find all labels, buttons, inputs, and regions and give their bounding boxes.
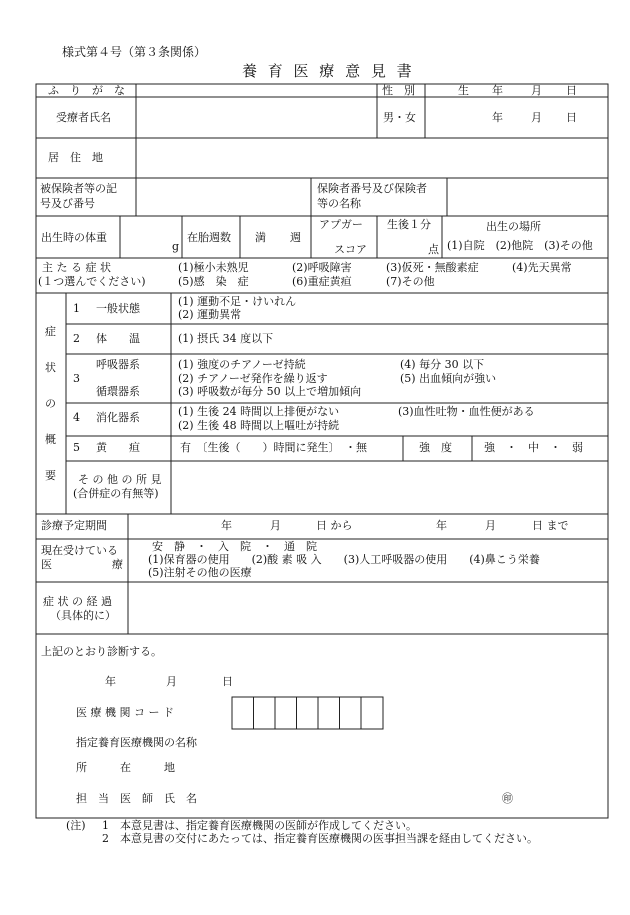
current-treatment-label-2a: 医	[41, 558, 52, 571]
patient-name-label: 受療者氏名	[56, 111, 111, 124]
symptom-1-number: 1	[73, 302, 80, 315]
symptom-4-line-1a[interactable]: (1) 生後 24 時間以上排便がない	[178, 405, 340, 418]
furigana-label: ふ り が な	[48, 84, 125, 97]
section-label-char-5: 要	[45, 469, 56, 482]
note-2-text: 本意見書の交付にあたっては、指定養育医療機関の医事担当課を経由してください。	[120, 832, 538, 845]
location-label: 所 在 地	[76, 761, 175, 774]
form-number: 様式第４号（第３条関係）	[62, 45, 207, 59]
symptom-2-line-1[interactable]: (1) 摂氏 34 度以下	[178, 332, 274, 345]
symptom-1-line-2[interactable]: (2) 運動異常	[178, 308, 242, 321]
birth-header-label: 生	[458, 84, 469, 97]
note-1-text: 本意見書は、指定養育医療機関の医師が作成してください。	[120, 819, 417, 832]
apgar-label-2: スコア	[334, 243, 367, 256]
section-label-char-3: の	[45, 397, 56, 410]
section-label-char-4: 概	[45, 433, 56, 446]
schedule-month-2: 月	[485, 519, 496, 532]
symptom-1-line-1[interactable]: (1) 運動不足・けいれん	[178, 295, 297, 308]
current-treatment-label-1: 現在受けている	[41, 544, 118, 557]
symptom-option-6[interactable]: (6)重症黄疸	[292, 275, 352, 288]
schedule-year-1: 年	[221, 519, 232, 532]
gender-options[interactable]: 男・女	[383, 111, 416, 124]
document-title: 養 育 医 療 意 見 書	[242, 62, 415, 80]
birthplace-options[interactable]: (1)自院 (2)他院 (3)その他	[447, 239, 593, 252]
symptom-option-7[interactable]: (7)その他	[386, 275, 435, 288]
full-term-label: 満	[255, 231, 266, 244]
symptom-4-line-1b[interactable]: (3)血性吐物・血性便がある	[398, 405, 535, 418]
diagnosis-year: 年	[105, 675, 116, 688]
weight-unit: g	[172, 240, 180, 253]
symptom-5-label: 黄 疸	[96, 441, 140, 454]
main-symptoms-label-2: (１つ選んでください)	[38, 275, 146, 288]
note-2-number: 2	[102, 832, 109, 845]
symptom-3-number: 3	[73, 372, 80, 385]
symptom-5-number: 5	[73, 441, 80, 454]
birth-header-year: 年	[492, 84, 503, 97]
current-treatment-line-2[interactable]: (1)保育器の使用 (2)酸 素 吸 入 (3)人工呼吸器の使用 (4)鼻こう栄養	[148, 553, 540, 566]
symptom-3-line-1b[interactable]: (4) 毎分 30 以下	[400, 358, 485, 371]
after-1min-label: 生後１分	[387, 218, 431, 231]
gestation-label: 在胎週数	[187, 231, 231, 244]
insurer-label-1: 保険者番号及び保険者	[317, 182, 427, 195]
address-label: 居 住 地	[48, 151, 103, 164]
symptom-option-4[interactable]: (4)先天異常	[512, 261, 572, 274]
diagnosis-day: 日	[222, 675, 233, 688]
weeks-unit: 週	[290, 231, 301, 244]
symptom-4-line-2[interactable]: (2) 生後 48 時間以上嘔吐が持続	[178, 419, 340, 432]
schedule-label: 診療予定期間	[41, 519, 107, 532]
symptom-1-label: 一般状態	[96, 302, 140, 315]
symptom-option-1[interactable]: (1)極小未熟児	[178, 261, 249, 274]
facility-name-label: 指定養育医療機関の名称	[76, 736, 197, 749]
symptom-3-line-1a[interactable]: (1) 強度のチアノーゼ持続	[178, 358, 306, 371]
jaundice-strength-label: 強 度	[419, 441, 452, 454]
symptom-4-number: 4	[73, 411, 80, 424]
current-treatment-line-1[interactable]: 安 静 ・ 入 院 ・ 通 院	[152, 540, 317, 553]
birth-day-unit: 日	[566, 111, 577, 124]
note-prefix: (注)	[66, 819, 86, 832]
gender-label: 性 別	[382, 84, 415, 97]
symptom-3-label-2: 循環器系	[96, 385, 140, 398]
schedule-day-from: 日 から	[316, 519, 353, 532]
points-unit: 点	[428, 243, 439, 256]
birth-header-day: 日	[566, 84, 577, 97]
schedule-year-2: 年	[436, 519, 447, 532]
symptom-4-label: 消化器系	[96, 411, 140, 424]
symptom-option-3[interactable]: (3)仮死・無酸素症	[386, 261, 479, 274]
insured-sign-label-1: 被保険者等の記	[40, 182, 117, 195]
birth-year-unit: 年	[492, 111, 503, 124]
symptom-3-label-1: 呼吸器系	[96, 358, 140, 371]
insured-sign-label-2: 号及び番号	[40, 197, 95, 210]
diagnosis-month: 月	[166, 675, 177, 688]
jaundice-onset[interactable]: 有 〔生後（ ）時間に発生〕 ・無	[180, 441, 367, 454]
facility-code-label: 医 療 機 関 コ ー ド	[76, 706, 174, 719]
section-label-char-1: 症	[45, 325, 56, 338]
facility-code-boxes	[232, 697, 383, 729]
current-treatment-line-3[interactable]: (5)注射その他の医療	[148, 566, 252, 579]
course-label-1: 症 状 の 経 過	[43, 595, 112, 608]
schedule-day-to: 日 まで	[532, 519, 569, 532]
jaundice-strength-levels[interactable]: 強 ・ 中 ・ 弱	[484, 441, 583, 454]
insurer-label-2: 等の名称	[317, 197, 361, 210]
schedule-month-1: 月	[270, 519, 281, 532]
birth-weight-label: 出生時の体重	[41, 231, 107, 244]
other-findings-label-1: そ の 他 の 所 見	[78, 473, 162, 486]
seal-mark: ㊞	[502, 792, 513, 805]
symptom-option-5[interactable]: (5)感 染 症	[178, 275, 249, 288]
diagnosis-statement: 上記のとおり診断する。	[41, 645, 162, 658]
doctor-name-label: 担 当 医 師 氏 名	[76, 792, 197, 805]
symptom-option-2[interactable]: (2)呼吸障害	[292, 261, 352, 274]
symptom-3-line-2a[interactable]: (2) チアノーゼ発作を繰り返す	[178, 372, 328, 385]
symptom-2-label: 体 温	[96, 332, 140, 345]
apgar-label-1: アプガー	[319, 218, 363, 231]
section-label-char-2: 状	[45, 361, 56, 374]
symptom-2-number: 2	[73, 332, 80, 345]
symptom-3-line-3[interactable]: (3) 呼吸数が毎分 50 以上で増加傾向	[178, 385, 362, 398]
note-1-number: 1	[102, 819, 109, 832]
main-symptoms-label-1: 主 た る 症 状	[42, 261, 111, 274]
birth-month-unit: 月	[531, 111, 542, 124]
birthplace-title: 出生の場所	[486, 220, 541, 233]
course-label-2: （具体的に）	[50, 609, 116, 622]
symptom-3-line-2b[interactable]: (5) 出血傾向が強い	[400, 372, 497, 385]
birth-header-month: 月	[531, 84, 542, 97]
current-treatment-label-2b: 療	[112, 558, 123, 571]
other-findings-label-2: (合併症の有無等)	[73, 487, 159, 500]
